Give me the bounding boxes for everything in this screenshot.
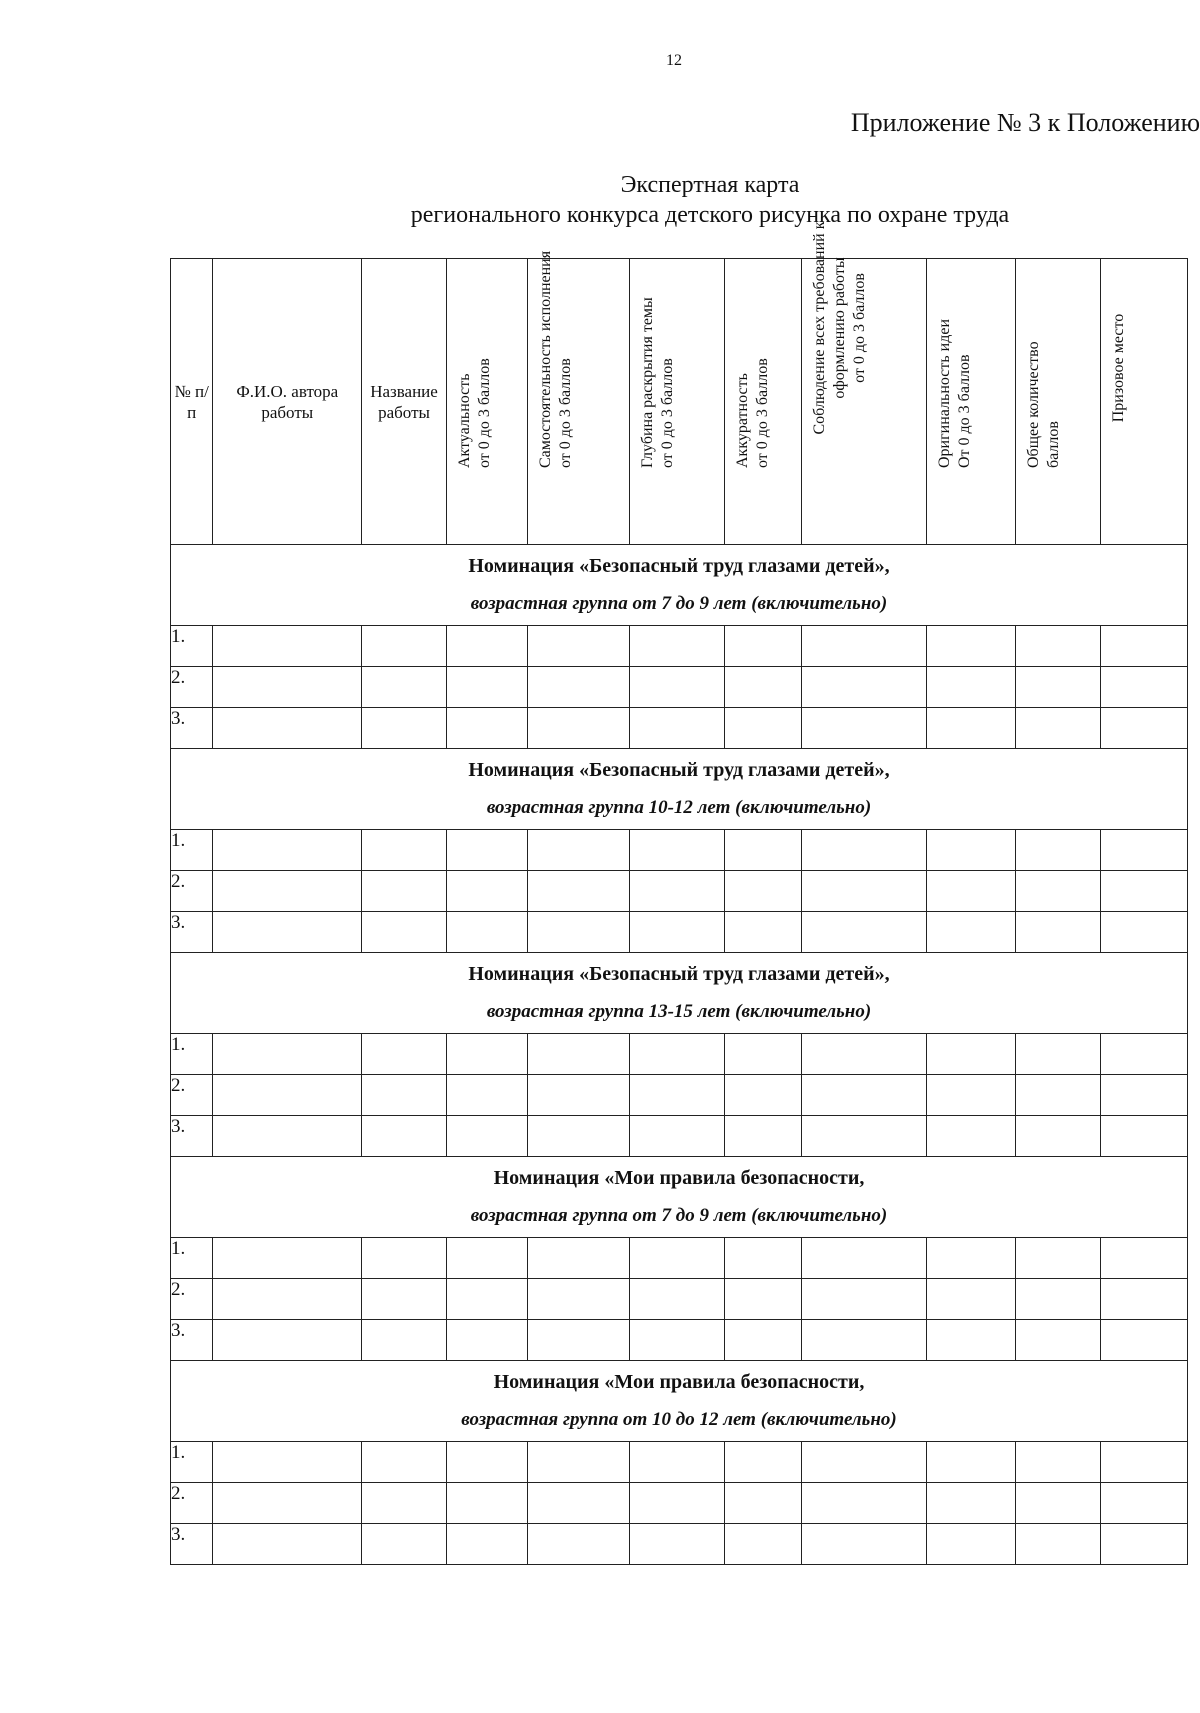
cell[interactable] [801,830,926,871]
cell[interactable] [801,1320,926,1361]
cell[interactable] [213,1075,362,1116]
cell[interactable] [801,1442,926,1483]
row-number: 2. [171,1075,213,1116]
cell[interactable] [1100,1320,1187,1361]
cell[interactable] [926,1116,1015,1157]
cell[interactable] [446,1034,527,1075]
table-row [171,667,1188,708]
cell[interactable] [446,1442,527,1483]
cell[interactable] [725,871,801,912]
cell[interactable] [926,830,1015,871]
cell[interactable] [801,667,926,708]
cell[interactable] [629,1320,725,1361]
cell[interactable] [725,1238,801,1279]
cell[interactable] [213,1279,362,1320]
section-subtitle: возрастная группа от 10 до 12 лет (включительно) [461,1409,897,1430]
cell[interactable] [213,1034,362,1075]
row-number: 1. [171,1442,213,1483]
row-number: 3. [171,1116,213,1157]
section-row [171,545,1188,626]
header-compliance-scale: от 0 до 3 баллов [850,273,868,383]
table-row [171,626,1188,667]
cell[interactable] [446,1279,527,1320]
cell[interactable] [629,667,725,708]
section-title: Номинация «Мои правила безопасности, [493,1371,865,1393]
row-number: 2. [171,871,213,912]
cell[interactable] [629,912,725,953]
cell[interactable] [1015,1524,1100,1565]
cell[interactable] [527,626,629,667]
cell[interactable] [1100,1483,1187,1524]
cell[interactable] [1100,626,1187,667]
cell[interactable] [1015,830,1100,871]
cell[interactable] [446,667,527,708]
header-place-label: Призовое место [1109,313,1127,423]
cell[interactable] [1015,708,1100,749]
header-compliance-label: Соблюдение всех требований к оформлению работы [810,221,848,435]
cell[interactable] [1015,1116,1100,1157]
cell[interactable] [527,1279,629,1320]
cell[interactable] [1100,871,1187,912]
cell[interactable] [629,1034,725,1075]
cell[interactable] [725,1034,801,1075]
cell[interactable] [527,1238,629,1279]
row-number: 2. [171,1483,213,1524]
cell[interactable] [629,626,725,667]
cell[interactable] [1015,1075,1100,1116]
cell[interactable] [527,1524,629,1565]
cell[interactable] [801,708,926,749]
cell[interactable] [1100,1524,1187,1565]
cell[interactable] [926,626,1015,667]
header-place [1100,259,1187,545]
cell[interactable] [801,1524,926,1565]
cell[interactable] [1100,1442,1187,1483]
cell[interactable] [362,1524,447,1565]
section-heading [171,1361,1188,1442]
cell[interactable] [1015,1442,1100,1483]
header-compliance [801,221,926,545]
cell[interactable] [1015,1483,1100,1524]
cell[interactable] [725,1442,801,1483]
cell[interactable] [362,1279,447,1320]
cell[interactable] [801,1034,926,1075]
cell[interactable] [1100,1279,1187,1320]
table-row [171,1238,1188,1279]
header-originality-label: Оригинальность идеи [935,318,953,468]
section-row [171,1157,1188,1238]
table-row [171,912,1188,953]
cell[interactable] [725,667,801,708]
cell[interactable] [926,1442,1015,1483]
cell[interactable] [725,626,801,667]
header-total-unit: баллов [1044,421,1062,468]
cell[interactable] [725,1524,801,1565]
section-subtitle: возрастная группа 13-15 лет (включительно) [486,1001,872,1022]
section-heading [171,1157,1188,1238]
cell[interactable] [926,1320,1015,1361]
header-accuracy-scale: от 0 до 3 баллов [754,358,772,468]
cell[interactable] [1015,871,1100,912]
cell[interactable] [629,1116,725,1157]
cell[interactable] [926,708,1015,749]
cell[interactable] [629,708,725,749]
cell[interactable] [362,830,447,871]
cell[interactable] [362,1116,447,1157]
table-row [171,1075,1188,1116]
cell[interactable] [801,1075,926,1116]
header-author: Ф.И.О. автора работы [213,259,362,545]
cell[interactable] [527,1034,629,1075]
cell[interactable] [362,1075,447,1116]
cell[interactable] [725,1075,801,1116]
cell[interactable] [1100,1075,1187,1116]
cell[interactable] [362,912,447,953]
cell[interactable] [1015,1238,1100,1279]
cell[interactable] [362,1483,447,1524]
section-subtitle: возрастная группа от 7 до 9 лет (включительно) [470,1205,888,1226]
cell[interactable] [527,1116,629,1157]
cell[interactable] [801,1116,926,1157]
cell[interactable] [527,1483,629,1524]
cell[interactable] [527,1320,629,1361]
section-row [171,953,1188,1034]
cell[interactable] [213,871,362,912]
header-accuracy-label: Аккуратность [734,373,752,468]
header-independence-scale: от 0 до 3 баллов [556,358,574,468]
cell[interactable] [213,1320,362,1361]
cell[interactable] [725,708,801,749]
table-row [171,1034,1188,1075]
cell[interactable] [629,1524,725,1565]
header-num: № п/п [171,259,213,545]
section-row [171,749,1188,830]
expert-card-table [170,221,1188,1565]
cell[interactable] [446,912,527,953]
section-title: Номинация «Мои правила безопасности, [493,1167,865,1189]
row-number: 1. [171,626,213,667]
appendix-label: Приложение № 3 к Положению [850,108,1200,137]
page-number: 12 [666,52,682,69]
header-depth-label: Глубина раскрытия темы [638,297,656,468]
table-row [171,708,1188,749]
cell[interactable] [213,626,362,667]
cell[interactable] [1015,1320,1100,1361]
cell[interactable] [213,1116,362,1157]
row-number: 3. [171,708,213,749]
cell[interactable] [629,1238,725,1279]
cell[interactable] [629,830,725,871]
row-number: 3. [171,1320,213,1361]
cell[interactable] [362,1238,447,1279]
cell[interactable] [1100,708,1187,749]
row-number: 1. [171,830,213,871]
row-number: 3. [171,1524,213,1565]
cell[interactable] [1100,1238,1187,1279]
cell[interactable] [527,1075,629,1116]
cell[interactable] [926,1075,1015,1116]
cell[interactable] [725,1483,801,1524]
cell[interactable] [213,830,362,871]
cell[interactable] [1100,912,1187,953]
table-row [171,1524,1188,1565]
cell[interactable] [362,1034,447,1075]
cell[interactable] [213,1238,362,1279]
cell[interactable] [527,708,629,749]
section-title: Номинация «Безопасный труд глазами детей», [468,555,890,577]
section-heading [171,749,1188,830]
cell[interactable] [213,1524,362,1565]
header-independence-label: Самостоятельность исполнения [536,250,554,468]
cell[interactable] [362,1320,447,1361]
cell[interactable] [1015,667,1100,708]
row-number: 3. [171,912,213,953]
cell[interactable] [629,1442,725,1483]
section-heading [171,953,1188,1034]
cell[interactable] [629,1279,725,1320]
table-row [171,871,1188,912]
cell[interactable] [725,1279,801,1320]
cell[interactable] [446,1483,527,1524]
cell[interactable] [446,1320,527,1361]
cell[interactable] [801,1279,926,1320]
cell[interactable] [362,708,447,749]
cell[interactable] [446,830,527,871]
cell[interactable] [1100,1034,1187,1075]
header-total-label: Общее количество [1024,341,1042,468]
cell[interactable] [1100,667,1187,708]
table-row [171,1483,1188,1524]
cell[interactable] [801,626,926,667]
header-depth [629,259,725,545]
table-row [171,1279,1188,1320]
cell[interactable] [926,871,1015,912]
cell[interactable] [446,1116,527,1157]
cell[interactable] [213,1442,362,1483]
cell[interactable] [446,1524,527,1565]
row-number: 1. [171,1238,213,1279]
cell[interactable] [926,1034,1015,1075]
cell[interactable] [801,912,926,953]
cell[interactable] [801,871,926,912]
cell[interactable] [1015,626,1100,667]
cell[interactable] [527,912,629,953]
cell[interactable] [446,708,527,749]
section-subtitle: возрастная группа 10-12 лет (включительно) [486,797,872,818]
header-depth-scale: от 0 до 3 баллов [658,358,676,468]
section-title: Номинация «Безопасный труд глазами детей», [468,759,890,781]
cell[interactable] [926,1524,1015,1565]
cell[interactable] [446,1075,527,1116]
cell[interactable] [527,667,629,708]
title-line-1: Экспертная карта [620,172,800,198]
cell[interactable] [725,912,801,953]
cell[interactable] [629,871,725,912]
cell[interactable] [725,1320,801,1361]
header-originality-scale: От 0 до 3 баллов [955,354,973,468]
header-relevance-scale: от 0 до 3 баллов [475,358,493,468]
header-work-title: Название работы [362,259,447,545]
table-row [171,1442,1188,1483]
cell[interactable] [527,830,629,871]
row-number: 2. [171,667,213,708]
cell[interactable] [362,1442,447,1483]
header-row [171,259,1188,545]
cell[interactable] [213,708,362,749]
header-relevance-label: Актуальность [455,373,473,468]
cell[interactable] [801,1238,926,1279]
cell[interactable] [725,1116,801,1157]
table-row [171,830,1188,871]
cell[interactable] [1100,1116,1187,1157]
cell[interactable] [926,912,1015,953]
header-originality [926,259,1015,545]
cell[interactable] [362,871,447,912]
table-row [171,1116,1188,1157]
section-heading [171,545,1188,626]
title-line-2: регионального конкурса детского рисунка по охране труда [410,202,1010,228]
cell[interactable] [527,1442,629,1483]
cell[interactable] [926,1238,1015,1279]
header-relevance [446,259,527,545]
row-number: 1. [171,1034,213,1075]
section-row [171,1361,1188,1442]
cell[interactable] [1015,912,1100,953]
row-number: 2. [171,1279,213,1320]
cell[interactable] [527,871,629,912]
cell[interactable] [926,1279,1015,1320]
cell[interactable] [446,626,527,667]
cell[interactable] [1015,1034,1100,1075]
cell[interactable] [926,667,1015,708]
cell[interactable] [446,871,527,912]
header-independence [527,250,629,545]
cell[interactable] [213,912,362,953]
table-row [171,1320,1188,1361]
cell[interactable] [213,667,362,708]
cell[interactable] [1015,1279,1100,1320]
cell[interactable] [629,1075,725,1116]
cell[interactable] [213,1483,362,1524]
section-subtitle: возрастная группа от 7 до 9 лет (включительно) [470,593,888,614]
cell[interactable] [446,1238,527,1279]
cell[interactable] [629,1483,725,1524]
cell[interactable] [362,626,447,667]
cell[interactable] [362,667,447,708]
header-total [1015,259,1100,545]
cell[interactable] [1100,830,1187,871]
cell[interactable] [725,830,801,871]
cell[interactable] [926,1483,1015,1524]
header-accuracy [725,259,801,545]
cell[interactable] [801,1483,926,1524]
section-title: Номинация «Безопасный труд глазами детей», [468,963,890,985]
